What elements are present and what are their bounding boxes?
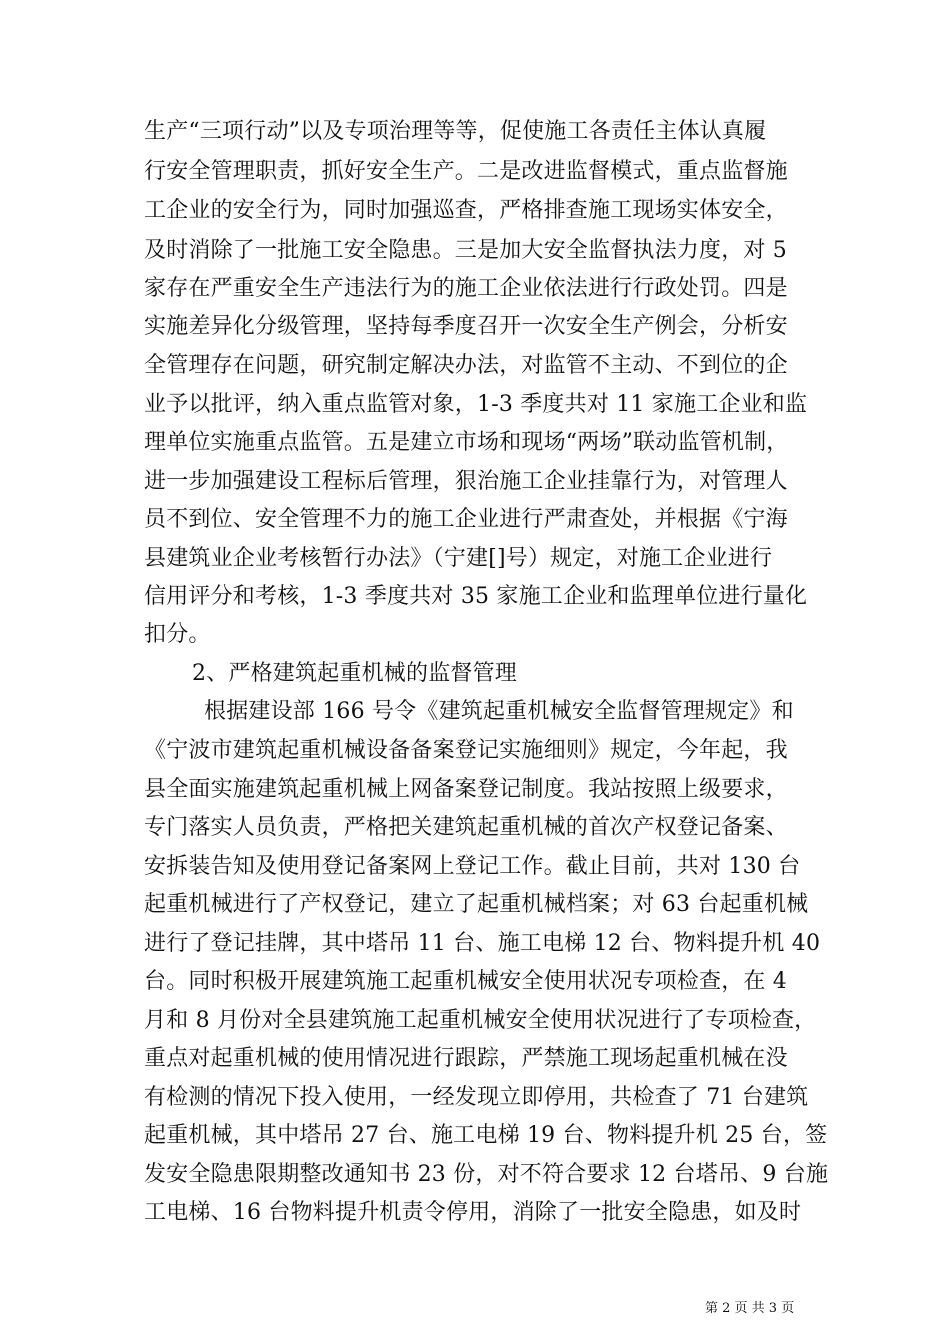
paragraph1-line: 工企业的安全行为，同时加强巡查，严格排查施工现场实体安全， [144, 198, 788, 223]
page-number: 第 2 页 共 3 页 [705, 1301, 795, 1316]
paragraph2-line: 有检测的情况下投入使用，一经发现立即停用，共检查了 71 台建筑 [144, 1085, 809, 1110]
paragraph2-line: 根据建设部 166 号令《建筑起重机械安全监督管理规定》和 [204, 699, 794, 724]
paragraph2-line: 工电梯、16 台物料提升机责令停用，消除了一批安全隐患，如及时 [144, 1200, 802, 1225]
paragraph1-line: 信用评分和考核，1-3 季度共对 35 家施工企业和监理单位进行量化 [144, 584, 808, 609]
paragraph1-line: 理单位实施重点监管。五是建立市场和现场“两场”联动监管机制， [144, 430, 789, 455]
paragraph1-line: 家存在严重安全生产违法行为的施工企业依法进行行政处罚。四是 [144, 276, 788, 301]
paragraph1-line: 员不到位、安全管理不力的施工企业进行严肃查处，并根据《宁海 [144, 507, 788, 532]
paragraph1-line: 行安全管理职责，抓好安全生产。二是改进监督模式，重点监督施 [144, 159, 788, 184]
paragraph1-line: 县建筑业企业考核暂行办法》（宁建[]号）规定，对施工企业进行 [144, 546, 773, 571]
paragraph1-line: 实施差异化分级管理，坚持每季度召开一次安全生产例会，分析安 [144, 314, 788, 339]
paragraph2-line: 进行了登记挂牌，其中塔吊 11 台、施工电梯 12 台、物料提升机 40 [144, 931, 821, 956]
paragraph2-line: 安拆装告知及使用登记备案网上登记工作。截止目前，共对 130 台 [144, 854, 801, 879]
paragraph2-line: 专门落实人员负责，严格把关建筑起重机械的首次产权登记备案、 [144, 815, 788, 840]
paragraph1-line: 进一步加强建设工程标后管理，狠治施工企业挂靠行为，对管理人 [144, 469, 788, 494]
paragraph2-line: 《宁波市建筑起重机械设备备案登记实施细则》规定，今年起，我 [144, 738, 788, 763]
paragraph2-line: 重点对起重机械的使用情况进行跟踪，严禁施工现场起重机械在没 [144, 1046, 788, 1071]
paragraph1-line: 生产“三项行动”以及专项治理等等，促使施工各责任主体认真履 [144, 119, 767, 144]
paragraph1-line: 扣分。 [144, 622, 211, 647]
paragraph1-line: 业予以批评，纳入重点监管对象，1-3 季度共对 11 家施工企业和监 [144, 392, 808, 417]
paragraph2-line: 起重机械，其中塔吊 27 台、施工电梯 19 台、物料提升机 25 台，签 [144, 1123, 828, 1148]
paragraph1-line: 及时消除了一批施工安全隐患。三是加大安全监督执法力度，对 5 [144, 238, 787, 263]
paragraph2-line: 发安全隐患限期整改通知书 23 份，对不符合要求 12 台塔吊、9 台施 [144, 1162, 829, 1187]
paragraph2-line: 台。同时积极开展建筑施工起重机械安全使用状况专项检查，在 4 [144, 969, 787, 994]
paragraph2-line: 月和 8 月份对全县建筑施工起重机械安全使用状况进行了专项检查， [144, 1008, 817, 1033]
paragraph2-line: 起重机械进行了产权登记，建立了起重机械档案；对 63 台起重机械 [144, 892, 809, 917]
paragraph2-line: 县全面实施建筑起重机械上网备案登记制度。我站按照上级要求， [144, 777, 788, 802]
section-heading: 2、严格建筑起重机械的监督管理 [192, 661, 517, 686]
paragraph1-line: 全管理存在问题，研究制定解决办法，对监管不主动、不到位的企 [144, 353, 788, 378]
